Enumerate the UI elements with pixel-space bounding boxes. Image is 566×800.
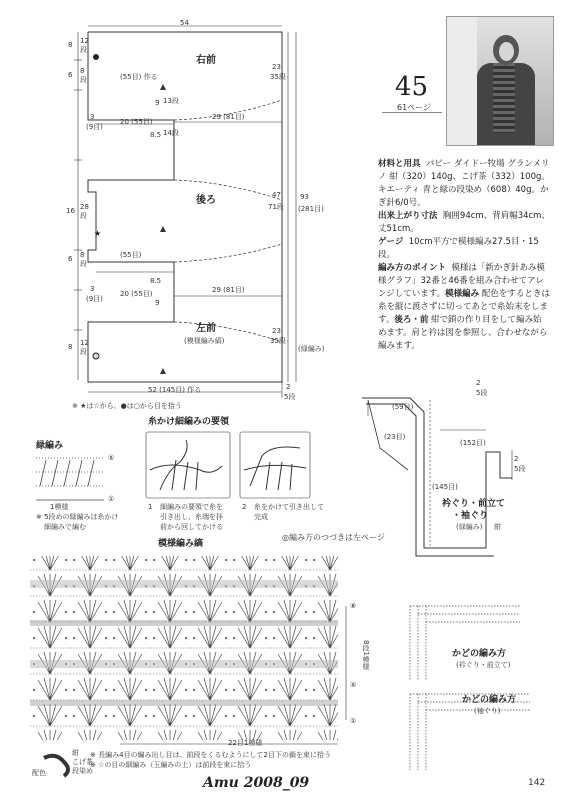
edging-row1: ① bbox=[108, 495, 115, 503]
collar-23: (23目) bbox=[384, 433, 406, 441]
step1-line1: 細編みの要領で糸を bbox=[160, 503, 223, 511]
edging-note-1: ※ 5段めの緑編みは糸かけ bbox=[36, 513, 119, 521]
page-number: 142 bbox=[528, 778, 546, 788]
collar-2b: 2 bbox=[514, 455, 519, 463]
size-text: 胸囲94cm、背肩幅34cm、丈51cm。 bbox=[378, 211, 550, 234]
point-heading: 編み方のポイント bbox=[378, 263, 447, 273]
edging-title: 緑編み bbox=[36, 441, 64, 451]
step3a: 3 bbox=[90, 113, 95, 121]
star-note: ※ ★は☆から、●は○から目を拾う bbox=[72, 402, 182, 410]
right-5: 5段 bbox=[284, 393, 296, 401]
left-dim-3c: 段 bbox=[80, 212, 87, 220]
left-dim-1a: 8 bbox=[68, 41, 73, 49]
left-dim-2c: 段 bbox=[80, 76, 87, 84]
collar-5b: 5段 bbox=[514, 465, 526, 473]
left-dim-4a: 6 bbox=[68, 255, 73, 263]
dim-9b: 9 bbox=[155, 299, 160, 307]
corner-sub-2: (袖ぐり) bbox=[474, 707, 501, 715]
left-dim-2b: 8 bbox=[80, 67, 85, 75]
legend-navy: 紺 bbox=[72, 749, 79, 757]
star-mark-filled: ★ bbox=[94, 229, 102, 238]
pattern-row1: ① bbox=[350, 717, 357, 725]
right-47: 47 bbox=[272, 191, 281, 199]
continue-note: ◎編み方のつづきは左ページ bbox=[282, 533, 385, 542]
corner-title-1: かどの編み方 bbox=[452, 649, 507, 659]
collar-59: (59目) bbox=[392, 403, 414, 411]
right-35a: 35段 bbox=[270, 73, 286, 81]
left-dim-4c: 段 bbox=[80, 260, 87, 268]
back-label: 後ろ bbox=[196, 195, 216, 206]
step3b-sub: (9目) bbox=[86, 295, 103, 303]
gauge-heading: ゲージ bbox=[378, 237, 404, 247]
left-dim-5a: 8 bbox=[68, 343, 73, 351]
right-edge: (緑編み) bbox=[298, 345, 325, 353]
pattern-title: 模様編み縞 bbox=[158, 539, 204, 549]
left-dim-5b: 12 bbox=[80, 339, 89, 347]
page-reference: 61ページ bbox=[397, 103, 432, 112]
right-23b: 23 bbox=[272, 327, 281, 335]
point-text-2: 配色をするときは糸を縦に渡さずに切ってあとで糸始末をします。 bbox=[378, 289, 550, 325]
right-281: (281目) bbox=[298, 205, 324, 213]
rows-20-55a: 20 (55目) bbox=[120, 118, 153, 126]
materials-text: パピー ダイドー牧場 グランメリノ 紺（320）140g、こげ茶（332）100g。キエーティ 青と緑の段染め（608）40g。かぎ針6/0号。 bbox=[378, 159, 550, 208]
left-dim-3a: 16 bbox=[66, 207, 75, 215]
rows-13: 13段 bbox=[163, 97, 179, 105]
right-71: 71段 bbox=[268, 203, 284, 211]
size-heading: 出来上がり寸法 bbox=[378, 211, 438, 221]
collar-title-3: (緑編み) bbox=[456, 523, 483, 531]
left-front-label: 左前 bbox=[196, 323, 216, 334]
make145-label: 52 (145目) 作る bbox=[148, 386, 202, 394]
point-bold-1: 模様編み bbox=[445, 289, 480, 299]
left-dim-2a: 6 bbox=[68, 71, 73, 79]
pattern-row5: ⑤ bbox=[350, 681, 357, 689]
rows-14: 14段 bbox=[163, 129, 179, 137]
left-dim-3b: 28 bbox=[80, 203, 89, 211]
dim-9a: 9 bbox=[155, 99, 160, 107]
rows-29a: 29 (81目) bbox=[212, 113, 245, 121]
materials-heading: 材料と用具 bbox=[378, 159, 421, 169]
left-dim-1c: 段 bbox=[80, 46, 87, 54]
step1-line2: 引き出し、糸端を拝 bbox=[160, 513, 223, 521]
edging-note-2: 細編みで編む bbox=[44, 523, 86, 531]
dim-8-5b: 8.5 bbox=[150, 277, 162, 285]
right-2: 2 bbox=[286, 383, 291, 391]
pattern-note-2: ※ ☆の目の細編み（玉編みの上）は前段を束に拾う bbox=[90, 761, 252, 769]
point-bold-2: 後ろ・前 bbox=[394, 315, 429, 325]
rows-20-55b: 20 (55目) bbox=[120, 290, 153, 298]
pattern-base: 22目1模様 bbox=[228, 739, 263, 747]
make55-top-label: (55目) 作る bbox=[120, 73, 158, 81]
corner-sub-1: (衿ぐり・前立て) bbox=[456, 661, 511, 669]
pattern-note-label: (模様編み縞) bbox=[184, 337, 225, 345]
right-front-label: 右前 bbox=[196, 55, 216, 66]
collar-2a: 2 bbox=[476, 379, 481, 387]
top-width-label: 54 bbox=[180, 19, 189, 27]
dim-8-5a: 8.5 bbox=[150, 131, 162, 139]
rows-29b: 29 (81目) bbox=[212, 286, 245, 294]
collar-title-1: 衿ぐり・前立て bbox=[442, 499, 506, 509]
collar-title-2: ・袖ぐり bbox=[452, 511, 489, 521]
left-dim-1b: 12 bbox=[80, 37, 89, 45]
point-text-3: 紺で鎖の作り目をして編み始めます。肩と衿は図を参照し、合わせながら編みます。 bbox=[378, 315, 548, 351]
collar-title-color: 紺 bbox=[494, 523, 501, 531]
step1-line3: 前から回してかける bbox=[160, 523, 223, 531]
collar-152: (152目) bbox=[460, 439, 486, 447]
step3a-sub: (9目) bbox=[86, 123, 103, 131]
legend-brown: こげ茶 bbox=[72, 758, 93, 766]
corner-title-2: かどの編み方 bbox=[462, 695, 517, 705]
left-dim-4b: 8 bbox=[80, 251, 85, 259]
step2-num: 2 bbox=[242, 503, 247, 511]
point-text: 模様は「新かぎ針あみ模様グラフ」32番と46番を組み合わせてアレンジしています。 bbox=[378, 263, 545, 299]
yarn-tech-title: 糸かけ細編みの要領 bbox=[148, 417, 230, 427]
make55-mid-label: (55目) bbox=[120, 251, 142, 259]
edging-base: 1模様 bbox=[50, 503, 69, 511]
magazine-title: Amu 2008_09 bbox=[203, 775, 310, 791]
step3b: 3 bbox=[90, 285, 95, 293]
right-23a: 23 bbox=[272, 63, 281, 71]
edging-row5: ⑤ bbox=[108, 454, 115, 462]
gauge-text: 10cm平方で模様編み27.5目・15段。 bbox=[378, 237, 539, 260]
left-dim-5c: 段 bbox=[80, 348, 87, 356]
step1-num: 1 bbox=[148, 503, 153, 511]
pattern-repeat-rows: 8段1模様 bbox=[362, 640, 370, 670]
right-35b: 35段 bbox=[270, 337, 286, 345]
pattern-row8: ⑧ bbox=[350, 602, 357, 610]
collar-5a: 5段 bbox=[476, 389, 488, 397]
color-label: 配色 bbox=[32, 769, 46, 777]
step2-line2: 完成 bbox=[254, 513, 268, 521]
collar-145: (145目) bbox=[432, 483, 458, 491]
item-number: 45 bbox=[395, 72, 429, 102]
right-93: 93 bbox=[300, 193, 309, 201]
legend-dyed: 段染め bbox=[72, 767, 93, 775]
step2-line1: 糸をかけて引き出して bbox=[254, 503, 324, 511]
star-mark-open: ☆ bbox=[92, 351, 100, 360]
pattern-note-1: ※ 長編み4目の編み出し目は、前段をくるむようにして2目下の鎖を束に拾う bbox=[90, 751, 331, 759]
